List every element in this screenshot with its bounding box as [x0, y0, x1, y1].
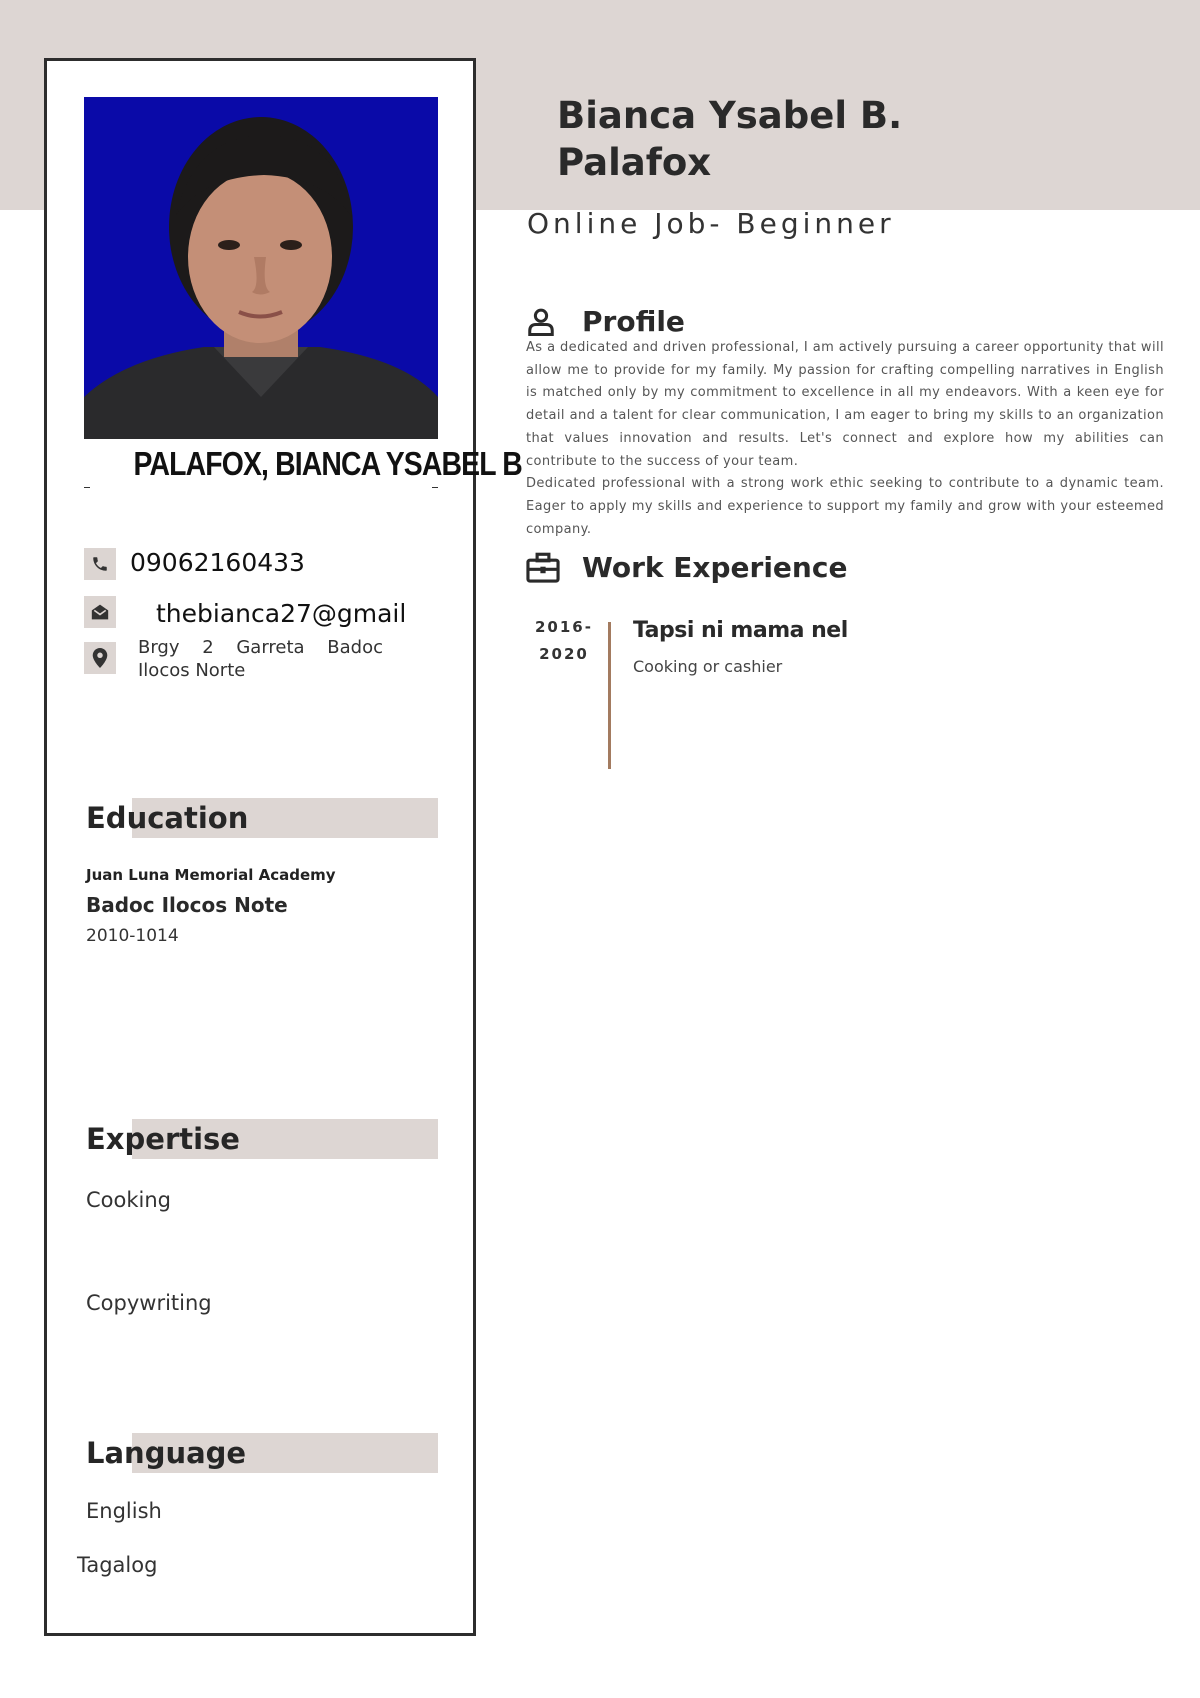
work-experience-heading	[526, 551, 847, 584]
profile-paragraph: As a dedicated and driven professional, I am actively pursuing a career opportunity that will allow me to provide for my family. My passion for crafting compelling narratives in English is matched only by my commitment to excellence in all my endeavors. With a keen eye for detail and a talent for clear communication, I am eager to bring my skills to an organization that values innovation and results. Let's connect and explore how my abilities can contribute to the success of your team.	[526, 340, 1164, 469]
address-row	[84, 637, 383, 682]
caption-underline	[84, 487, 438, 488]
work-company: Tapsi ni mama nel	[633, 618, 848, 643]
education-heading	[84, 798, 438, 838]
user-icon	[526, 307, 556, 337]
phone-row	[84, 548, 305, 580]
education-school: Juan Luna Memorial Academy	[86, 866, 336, 884]
expertise-title: Expertise	[86, 1122, 240, 1156]
candidate-name	[557, 92, 1117, 186]
language-item: English	[86, 1499, 162, 1523]
profile-heading	[526, 305, 685, 338]
language-heading	[84, 1433, 438, 1473]
profile-title: Profile	[582, 305, 685, 338]
education-title: Education	[86, 801, 249, 835]
candidate-name-line1: Bianca Ysabel B.	[557, 94, 903, 137]
timeline-line	[608, 622, 611, 769]
profile-photo	[84, 97, 438, 439]
email-icon	[84, 596, 116, 628]
expertise-heading	[84, 1119, 438, 1159]
language-item: Tagalog	[77, 1553, 158, 1577]
photo-name-caption: PALAFOX, BIANCA YSABEL B	[133, 445, 522, 482]
expertise-item: Cooking	[86, 1188, 171, 1212]
job-title: Online Job- Beginner	[527, 207, 895, 240]
language-title: Language	[86, 1436, 247, 1470]
phone-icon	[84, 548, 116, 580]
address-text: Brgy 2 Garreta Badoc Ilocos Norte	[138, 637, 383, 681]
location-pin-icon	[84, 642, 116, 674]
email-address[interactable]: thebianca27@gmail	[156, 599, 407, 628]
work-experience-title: Work Experience	[582, 551, 848, 584]
profile-paragraph: Dedicated professional with a strong work ethic seeking to contribute to a dynamic team. Eager to apply my skills and experience to support my family and grow with your esteemed company.	[526, 476, 1164, 537]
education-location: Badoc Ilocos Note	[86, 893, 288, 917]
work-year-start: 2016-	[535, 618, 593, 636]
briefcase-icon	[526, 552, 560, 584]
work-role: Cooking or cashier	[633, 657, 783, 676]
profile-summary	[526, 337, 1164, 541]
phone-number[interactable]: 09062160433	[130, 548, 305, 577]
work-year-end: 2020	[539, 645, 589, 663]
expertise-item: Copywriting	[86, 1291, 212, 1315]
candidate-name-line2: Palafox	[557, 141, 712, 184]
email-row	[84, 596, 406, 632]
education-years: 2010-1014	[86, 926, 179, 946]
work-years	[532, 614, 596, 668]
